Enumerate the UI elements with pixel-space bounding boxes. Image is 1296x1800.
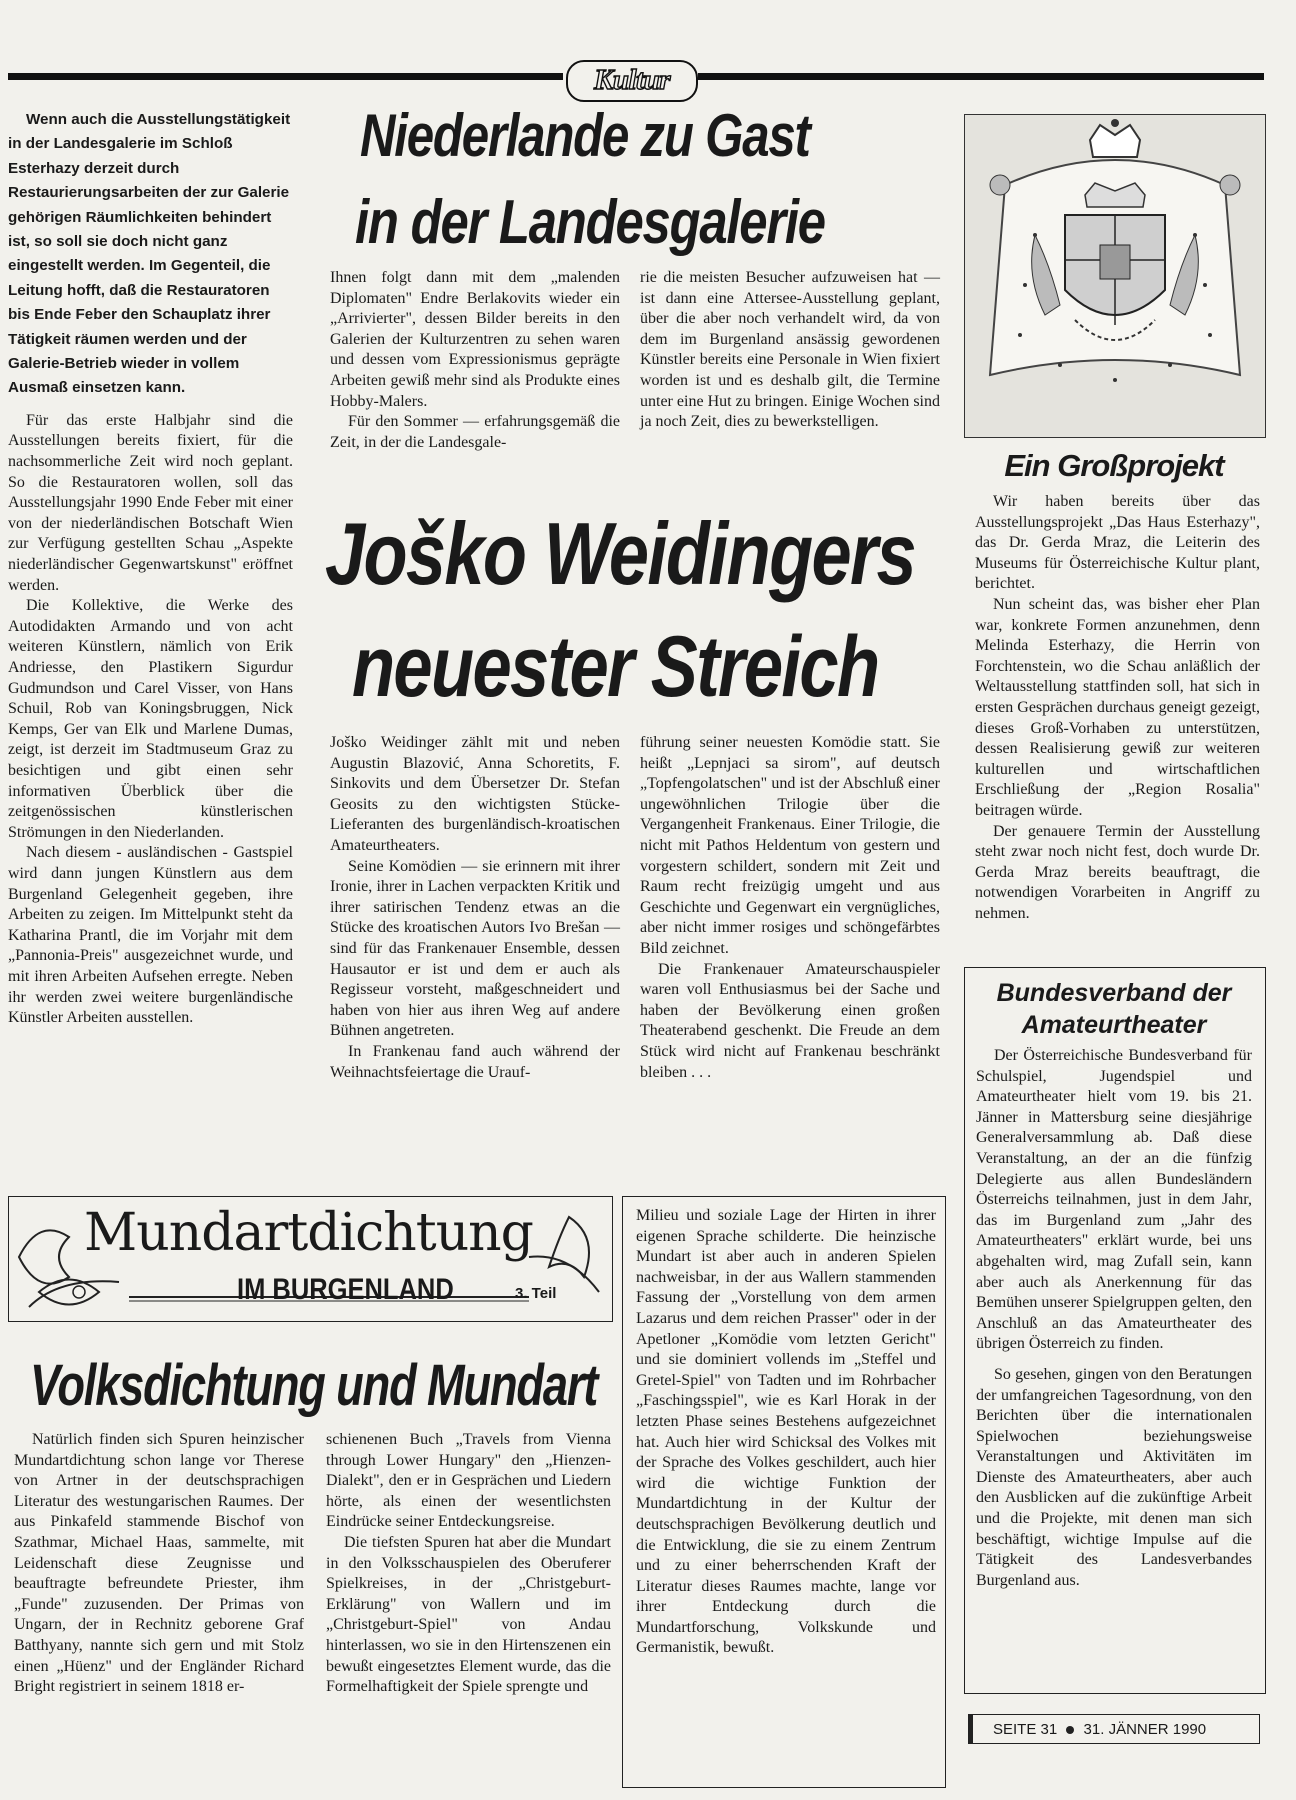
logo-series: 3. Teil: [515, 1285, 557, 1302]
headline-niederlande-line1: Niederlande zu Gast: [360, 102, 810, 169]
article2-col1: [330, 733, 620, 1083]
header-rule-left: [8, 73, 563, 80]
header-rule-right: [698, 73, 1264, 80]
article1-col2: [640, 268, 940, 433]
paragraph: Joško Weidinger zählt mit und neben Augustin Blazović, Anna Schoretits, F. Sinkovits und dem Übersetzer Dr. Stefan Geosits zu den wichtigsten Stücke-Lieferanten des burgenländisch-kroatischen Amateurtheaters.: [330, 734, 620, 854]
esterhazy-coat-of-arms-image: [964, 114, 1266, 438]
paragraph: Natürlich finden sich Spuren heinzischer Mundartdichtung schon lange vor Therese von Artner in der deutschsprachigen Literatur des westungarischen Raumes. Der aus Pinkafeld stammende Bischof von Szathmar, Michael Haas, sammelte, mit Leidenschaft diese Zeugnisse und beauftragte befreundete Priester, ihm „Funde" zuzusenden. Der Primas von Ungarn, der in Rechnitz geborene Graf Batthyany, nannte sich gern und mit Stolz einen „Hüenz" und der Engländer Richard Bright registriert in seinem 1818 er-: [14, 1431, 304, 1696]
article5-col1: [14, 1430, 304, 1698]
paragraph: rie die meisten Besucher aufzuweisen hat — ist dann eine Attersee-Ausstellung geplant, über die aber noch verhandelt wird, da von dem im Burgenland ansässig gewordenen Künstler bereits eine Personale in Wien fixiert worden ist und es deshalb gilt, die Termine unter eine Hut zu bringen. Einige Wochen sind ja noch Zeit, dies zu bewerkstelligen.: [640, 269, 940, 431]
paragraph: Die Frankenauer Amateurschauspieler waren voll Enthusiasmus bei der Sache und haben der Bevölkerung einen großen Theaterabend geschenkt. Die Freude an dem Stück wird nicht auf Frankenau beschränkt bleiben . . .: [640, 960, 940, 1081]
paragraph: Der genauere Termin der Ausstellung steht zwar noch nicht fest, doch wurde Dr. Gerda Mraz bereits beauftragt, die notwendigen Vorarbeiten in Angriff zu nehmen.: [975, 822, 1260, 922]
footer: [968, 1714, 1260, 1744]
headline-niederlande-line2: in der Landesgalerie: [355, 188, 825, 257]
left-column: [8, 108, 293, 1166]
paragraph: Die tiefsten Spuren hat aber die Mundart in den Volksschauspielen des Oberuferer Spielkreises, in der „Christgeburt-Erklärung" von Wallern und im „Christgeburt-Spiel" von Andau hinterlassen, wo sie in den Hirtenszenen ein bewußt eingesetztes Element wurde, das die Formelhaftigkeit der Spiele sprengte und: [326, 1533, 611, 1696]
paragraph: Wir haben bereits über das Ausstellungsprojekt „Das Haus Esterhazy", das Dr. Gerda Mraz, die Leiterin des Museums für Österreichische Kultur plant, berichtet.: [975, 493, 1260, 593]
article1-col1: [330, 268, 620, 453]
article2-col2: [640, 733, 940, 1083]
article5-col2: [326, 1430, 611, 1698]
heading-bundesverband-line1: Bundesverband der: [996, 979, 1232, 1007]
paragraph: Nun scheint das, was bisher eher Plan war, konkrete Formen anzunehmen, denn Melinda Esterhazy, die Herrin von Forchtenstein, wo die Schau anläßlich der Weltausstellung stattfinden soll, hat sich in ersten Gesprächen durchaus geneigt gezeigt, dieses Groß-Vorhaben zu unterstützen, dessen Realisierung gewiß zur weiteren kulturellen und wirtschaftlichen Erschließung der „Region Rosalia" beitragen würde.: [975, 595, 1260, 819]
paragraph: In Frankenau fand auch während der Weihnachtsfeiertage die Urauf-: [330, 1042, 620, 1081]
left-intro: Wenn auch die Ausstellungstätigkeit in der Landesgalerie im Schloß Esterhazy derzeit durch Restaurierungsarbeiten der zur Galerie gehörigen Räumlichkeiten behindert ist, so soll sie doch nicht ganz eingestellt werden. Im Gegenteil, die Leitung hofft, daß die Restauratoren bis Ende Feber den Schauplatz ihrer Tätigkeit räumen werden und der Galerie-Betrieb wieder in vollem Ausmaß einsetzen kann.: [8, 111, 291, 397]
logo-title: Mundartdichtung: [84, 1203, 533, 1263]
article4-body: [976, 1046, 1252, 1591]
headline-weidinger-line1: Joško Weidingers: [325, 504, 915, 603]
crown-mantle-icon: [965, 115, 1265, 437]
page-number: SEITE 31: [993, 1721, 1058, 1738]
left-paragraph: Für das erste Halbjahr sind die Ausstellungen bereits fixiert, für die nachsommerliche Zeit wird noch geplant. So die Restauratoren wollen, soll das Ausstellungsjahr 1990 Ende Feber mit einer von der niederländischen Botschaft Wien zur Verfügung gestellten Schau „Aspekte niederländischer Gegenwartskunst" eröffnet werden.: [8, 411, 293, 594]
heading-bundesverband-line2: Amateurtheater: [1021, 1011, 1207, 1039]
bullet-icon: [1066, 1726, 1074, 1734]
left-paragraph: Die Kollektive, die Werke des Autodidakten Armando und von acht weiteren Künstlern, nämlich von Erik Andriesse, den Plastikern Sigurdur Gudmundson und Carel Visser, von Hans Schuil, Rob van Koningsbruggen, Nick Kemps, Ger van Elk und Marlene Dumas, zeigt, ist derzeit im Stadtmuseum Graz zu besichtigen und gibt einen sehr informativen Überblick über die zeitgenössischen künstlerischen Strömungen in den Niederlanden.: [8, 597, 293, 841]
paragraph: Ihnen folgt dann mit dem „malenden Diplomaten" Endre Berlakovits wieder ein „Arrivierter", dessen Bilder bereits in den Galerien der Kulturzentren zu sehen waren und dessen vom Expressionismus geprägte Arbeiten gewiß mehr sind als Produkte eines Hobby-Malers.: [330, 269, 620, 410]
headline-volksdichtung: Volksdichtung und Mundart: [30, 1353, 598, 1418]
paragraph: So gesehen, gingen von den Beratungen der umfangreichen Tagesordnung, von den Berichten über die internationalen Spielwochen beziehungsweise Veranstaltungen und Aktivitäten im Dienste des Amateurtheaters, aber auch den Ausblicken auf die zukünftige Arbeit und die Projekte, mit denen man sich beschäftigt, wichtige Impulse auf die Tätigkeit des Landesverbandes Burgenland aus.: [976, 1365, 1252, 1589]
logo-subtitle: IM BURGENLAND: [237, 1273, 454, 1306]
left-paragraph: Nach diesem - ausländischen - Gastspiel wird dann jungen Künstlern aus dem Burgenland Gelegenheit gegeben, ihre Arbeiten zu zeigen. Im Mittelpunkt steht da Katharina Prantl, die im Vorjahr mit dem „Pannonia-Preis" ausgezeichnet wurde, und mit ihren Arbeiten Aufsehen erregte. Neben ihr werden zwei weitere burgenländische Künstler Arbeiten ausstellen.: [8, 844, 293, 1027]
section-logo: [566, 60, 698, 102]
paragraph: führung seiner neuesten Komödie statt. Sie heißt „Lepnjaci sa sirom", auf deutsch „Topfengolatschen" und ist der Abschluß einer ungewöhnlichen Trilogie über die Vergangenheit Frankenaus. Einer Trilogie, die nicht mit Pathos Heldentum von gestern und vorgestern schildert, sondern mit Zeit und Raum recht freizügig umgeht und aus Geschichte und Gegenwart ein vergnügliches, aber nicht immer rosiges und schöngefärbtes Bild zeichnet.: [640, 734, 940, 957]
paragraph: Für den Sommer — erfahrungsgemäß die Zeit, in der die Landesgale-: [330, 413, 620, 451]
paragraph: Der Österreichische Bundesverband für Schulspiel, Jugendspiel und Amateurtheater hielt vom 19. bis 21. Jänner in Mattersburg seine diesjährige Generalversammlung ab. Daß diese Veranstaltung, an der an die fünfzig Delegierte aus allen Bundesländern Österreichs teilnahmen, just in dem Jahr, das im Burgenland zum „Jahr des Amateurtheaters" erklärt wurde, bei uns abgehalten wird, mag Zufall sein, kann aber auch als Anerkennung für das Bemühen unserer Spielgruppen gelten, den Anschluß an das Amateurtheater des übrigen Österreich zu finden.: [976, 1047, 1252, 1353]
paragraph: schienenen Buch „Travels from Vienna through Lower Hungary" den „Hienzen-Dialekt", den er in Gesprächen und Liedern hörte, als einen der wesentlichsten Eindrücke seiner Entdeckungsreise.: [326, 1431, 611, 1531]
paragraph: Seine Komödien — sie erinnern mit ihrer Ironie, ihrer in Lachen verpackten Kritik und ihrer satirischen Tendenz etwas an die Stücke des kroatischen Autors Ivo Brešan — sind für das Frankenauer Ensemble, dessen Hausautor er ist und dem er auch als Regisseur vorsteht, maßgeschneidert und haben von hier aus ihren Weg auf andere Bühnen angetreten.: [330, 857, 620, 1040]
paragraph: Milieu und soziale Lage der Hirten in ihrer eigenen Sprache schilderte. Die heinzische Mundart ist aber auch in anderen Spielen nachweisbar, in der aus Wallern stammenden Fassung der „Vorstellung von dem armen Lazarus und dem reichen Prasser" oder in der Apetloner „Komödie vom letzten Gericht" und sie dominiert vollends im „Steffel und Gretel-Spiel" von Tadten und im Rohrbacher „Faschingsspiel", wie es Karl Horak in der letzten Phase seines Bestehens aufgezeichnet hat. Auch hier wird Schicksal des Volkes mit der Sprache des Volkes geschildert, auch hier wird die wichtige Funktion der Mundartdichtung in der Kultur der deutschsprachigen Bevölkerung deutlich und die Entwicklung, die sie zu einem Zentrum und zu einer beherrschenden Kraft der Literatur dieses Raumes machte, lange vor ihrer Entdeckung durch die Mundartforschung, Volkskunde und Germanistik, bewußt.: [636, 1207, 936, 1657]
article3-body: [975, 492, 1260, 924]
section-title: Kultur: [594, 64, 670, 96]
issue-date: 31. JÄNNER 1990: [1083, 1721, 1207, 1738]
mundartdichtung-logo-box: [8, 1196, 613, 1322]
headline-weidinger-line2: neuester Streich: [352, 619, 879, 715]
article5-col3: [636, 1206, 936, 1659]
heading-grossprojekt: Ein Großprojekt: [1004, 448, 1224, 483]
